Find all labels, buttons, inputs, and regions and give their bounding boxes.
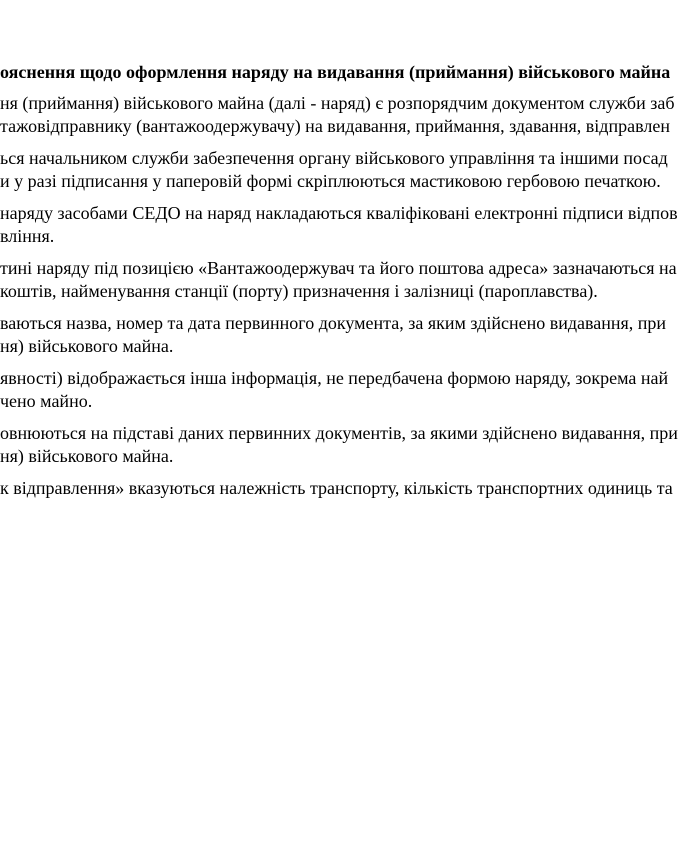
paragraph-line: явності) відображається інша інформація, не передбачена формою наряду, зокрема най <box>0 368 669 388</box>
paragraph-6 <box>0 367 700 412</box>
document-body <box>0 92 700 510</box>
paragraph-3 <box>0 202 700 247</box>
paragraph-line: ваються назва, номер та дата первинного документа, за яким здійснено видавання, при <box>0 313 667 333</box>
paragraph-line: вління. <box>0 225 55 246</box>
paragraph-5 <box>0 312 700 357</box>
paragraph-7 <box>0 422 700 467</box>
paragraph-line: и у разі підписання у паперовій формі скріплюються мастиковою гербовою печаткою. <box>0 170 661 191</box>
paragraph-line: коштів, найменування станції (порту) призначення і залізниці (пароплавства). <box>0 280 598 301</box>
paragraph-line: овнюються на підставі даних первинних документів, за якими здійснено видавання, при <box>0 423 678 443</box>
paragraph-line: наряду засобами СЕДО на наряд накладаються кваліфіковані електронні підписи відпов <box>0 203 678 223</box>
paragraph-line: ня) військового майна. <box>0 445 174 466</box>
paragraph-2 <box>0 147 700 192</box>
paragraph-line: ься начальником служби забезпечення органу військового управління та іншими посад <box>0 148 668 168</box>
paragraph-line: чено майно. <box>0 390 93 411</box>
paragraph-line: тажовідправнику (вантажоодержувачу) на видавання, приймання, здавання, відправлен <box>0 115 670 136</box>
paragraph-1 <box>0 92 700 137</box>
paragraph-line: к відправлення» вказуються належність транспорту, кількість транспортних одиниць та <box>0 478 673 498</box>
paragraph-4 <box>0 257 700 302</box>
document-title: ояснення щодо оформлення наряду на видавання (приймання) військового майна <box>0 62 671 82</box>
paragraph-line: ня) військового майна. <box>0 335 174 356</box>
paragraph-8 <box>0 477 700 500</box>
paragraph-line: ня (приймання) військового майна (далі - наряд) є розпорядчим документом служби заб <box>0 93 675 113</box>
paragraph-line: тині наряду під позицією «Вантажоодержувач та його поштова адреса» зазначаються на <box>0 258 677 278</box>
